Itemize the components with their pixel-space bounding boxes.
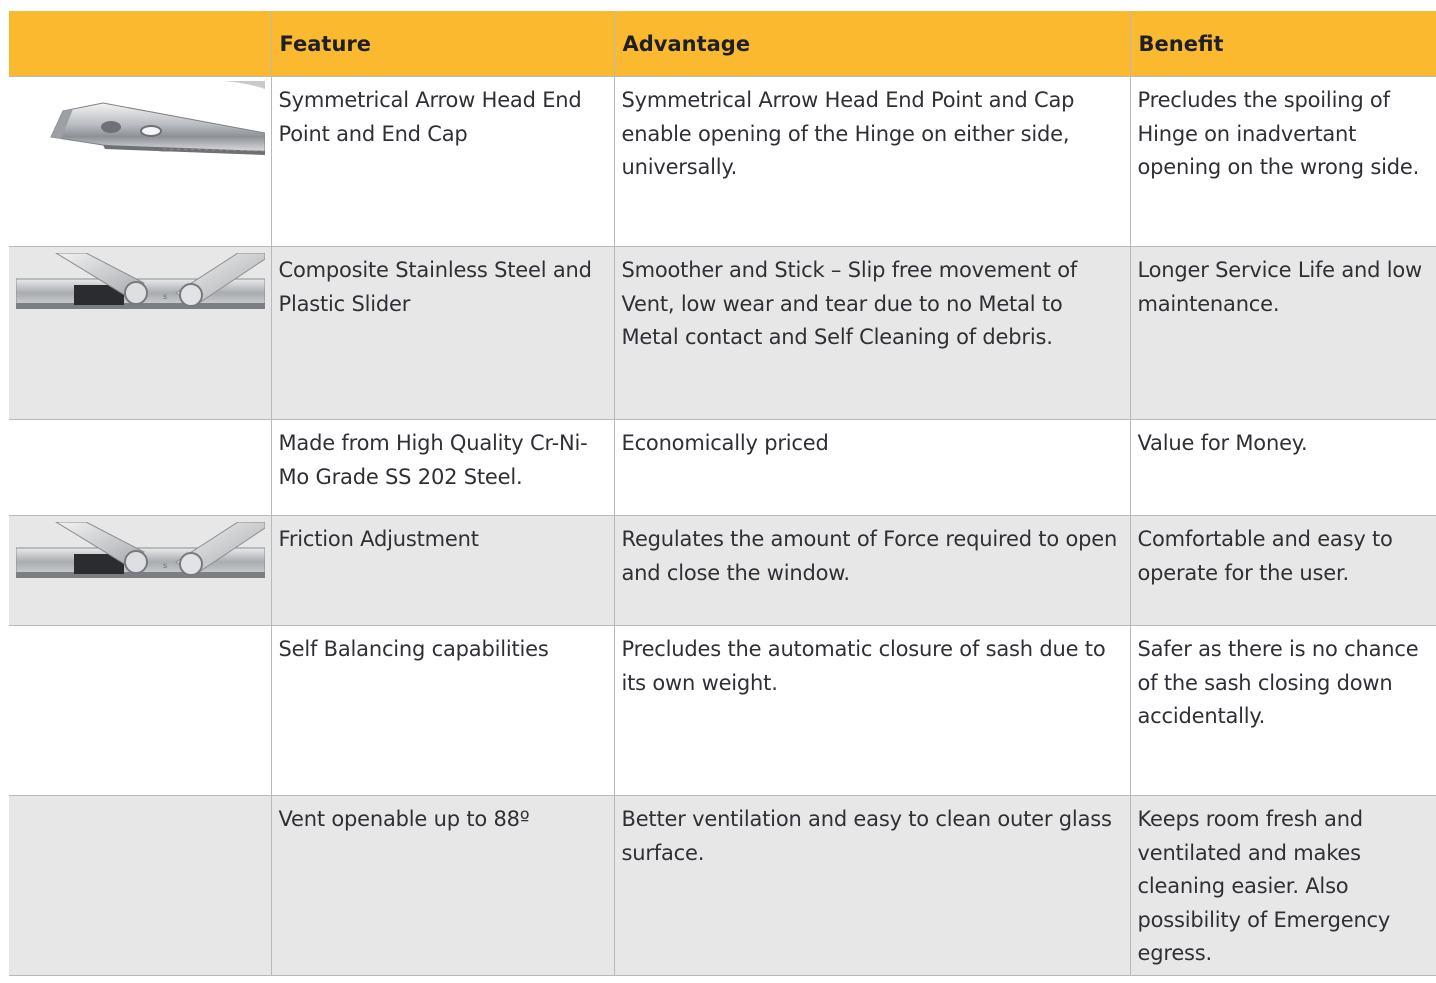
feature-cell: Self Balancing capabilities — [271, 626, 614, 796]
feature-cell: Made from High Quality Cr-Ni-Mo Grade SS 202 Steel. — [271, 420, 614, 516]
image-cell — [9, 77, 271, 247]
image-cell — [9, 796, 271, 976]
benefit-cell: Precludes the spoiling of Hinge on inadvertant opening on the wrong side. — [1130, 77, 1436, 247]
svg-text:s: s — [163, 561, 167, 570]
feature-advantage-benefit-table — [9, 11, 1436, 976]
advantage-cell: Precludes the automatic closure of sash due to its own weight. — [614, 626, 1130, 796]
header-benefit: Benefit — [1130, 11, 1436, 77]
header-feature: Feature — [271, 11, 614, 77]
table-row — [9, 626, 1436, 796]
table-row — [9, 247, 1436, 420]
advantage-cell: Smoother and Stick – Slip free movement of Vent, low wear and tear due to no Metal to Metal contact and Self Cleaning of debris. — [614, 247, 1130, 420]
feature-cell: Friction Adjustment — [271, 516, 614, 626]
slider-hinge-photo — [16, 253, 265, 317]
benefit-cell: Longer Service Life and low maintenance. — [1130, 247, 1436, 420]
table-row — [9, 516, 1436, 626]
feature-cell: Vent openable up to 88º — [271, 796, 614, 976]
advantage-cell: Regulates the amount of Force required to open and close the window. — [614, 516, 1130, 626]
image-cell — [9, 247, 271, 420]
table-row — [9, 420, 1436, 516]
benefit-cell: Safer as there is no chance of the sash closing down accidentally. — [1130, 626, 1436, 796]
table-row — [9, 796, 1436, 976]
header-advantage: Advantage — [614, 11, 1130, 77]
benefit-cell: Comfortable and easy to operate for the user. — [1130, 516, 1436, 626]
header-image-cell — [9, 11, 271, 77]
advantage-cell: Symmetrical Arrow Head End Point and Cap enable opening of the Hinge on either side, universally. — [614, 77, 1130, 247]
benefit-cell: Value for Money. — [1130, 420, 1436, 516]
advantage-cell: Better ventilation and easy to clean outer glass surface. — [614, 796, 1130, 976]
feature-cell: Symmetrical Arrow Head End Point and End Cap — [271, 77, 614, 247]
table-row — [9, 77, 1436, 247]
advantage-cell: Economically priced — [614, 420, 1130, 516]
image-cell — [9, 626, 271, 796]
slider-hinge-photo — [16, 522, 265, 586]
header-row — [9, 11, 1436, 77]
image-cell — [9, 420, 271, 516]
svg-text:s: s — [163, 292, 167, 301]
feature-cell: Composite Stainless Steel and Plastic Slider — [271, 247, 614, 420]
end-cap-hinge-photo — [43, 81, 265, 161]
benefit-cell: Keeps room fresh and ventilated and makes cleaning easier. Also possibility of Emergency egress. — [1130, 796, 1436, 976]
image-cell — [9, 516, 271, 626]
